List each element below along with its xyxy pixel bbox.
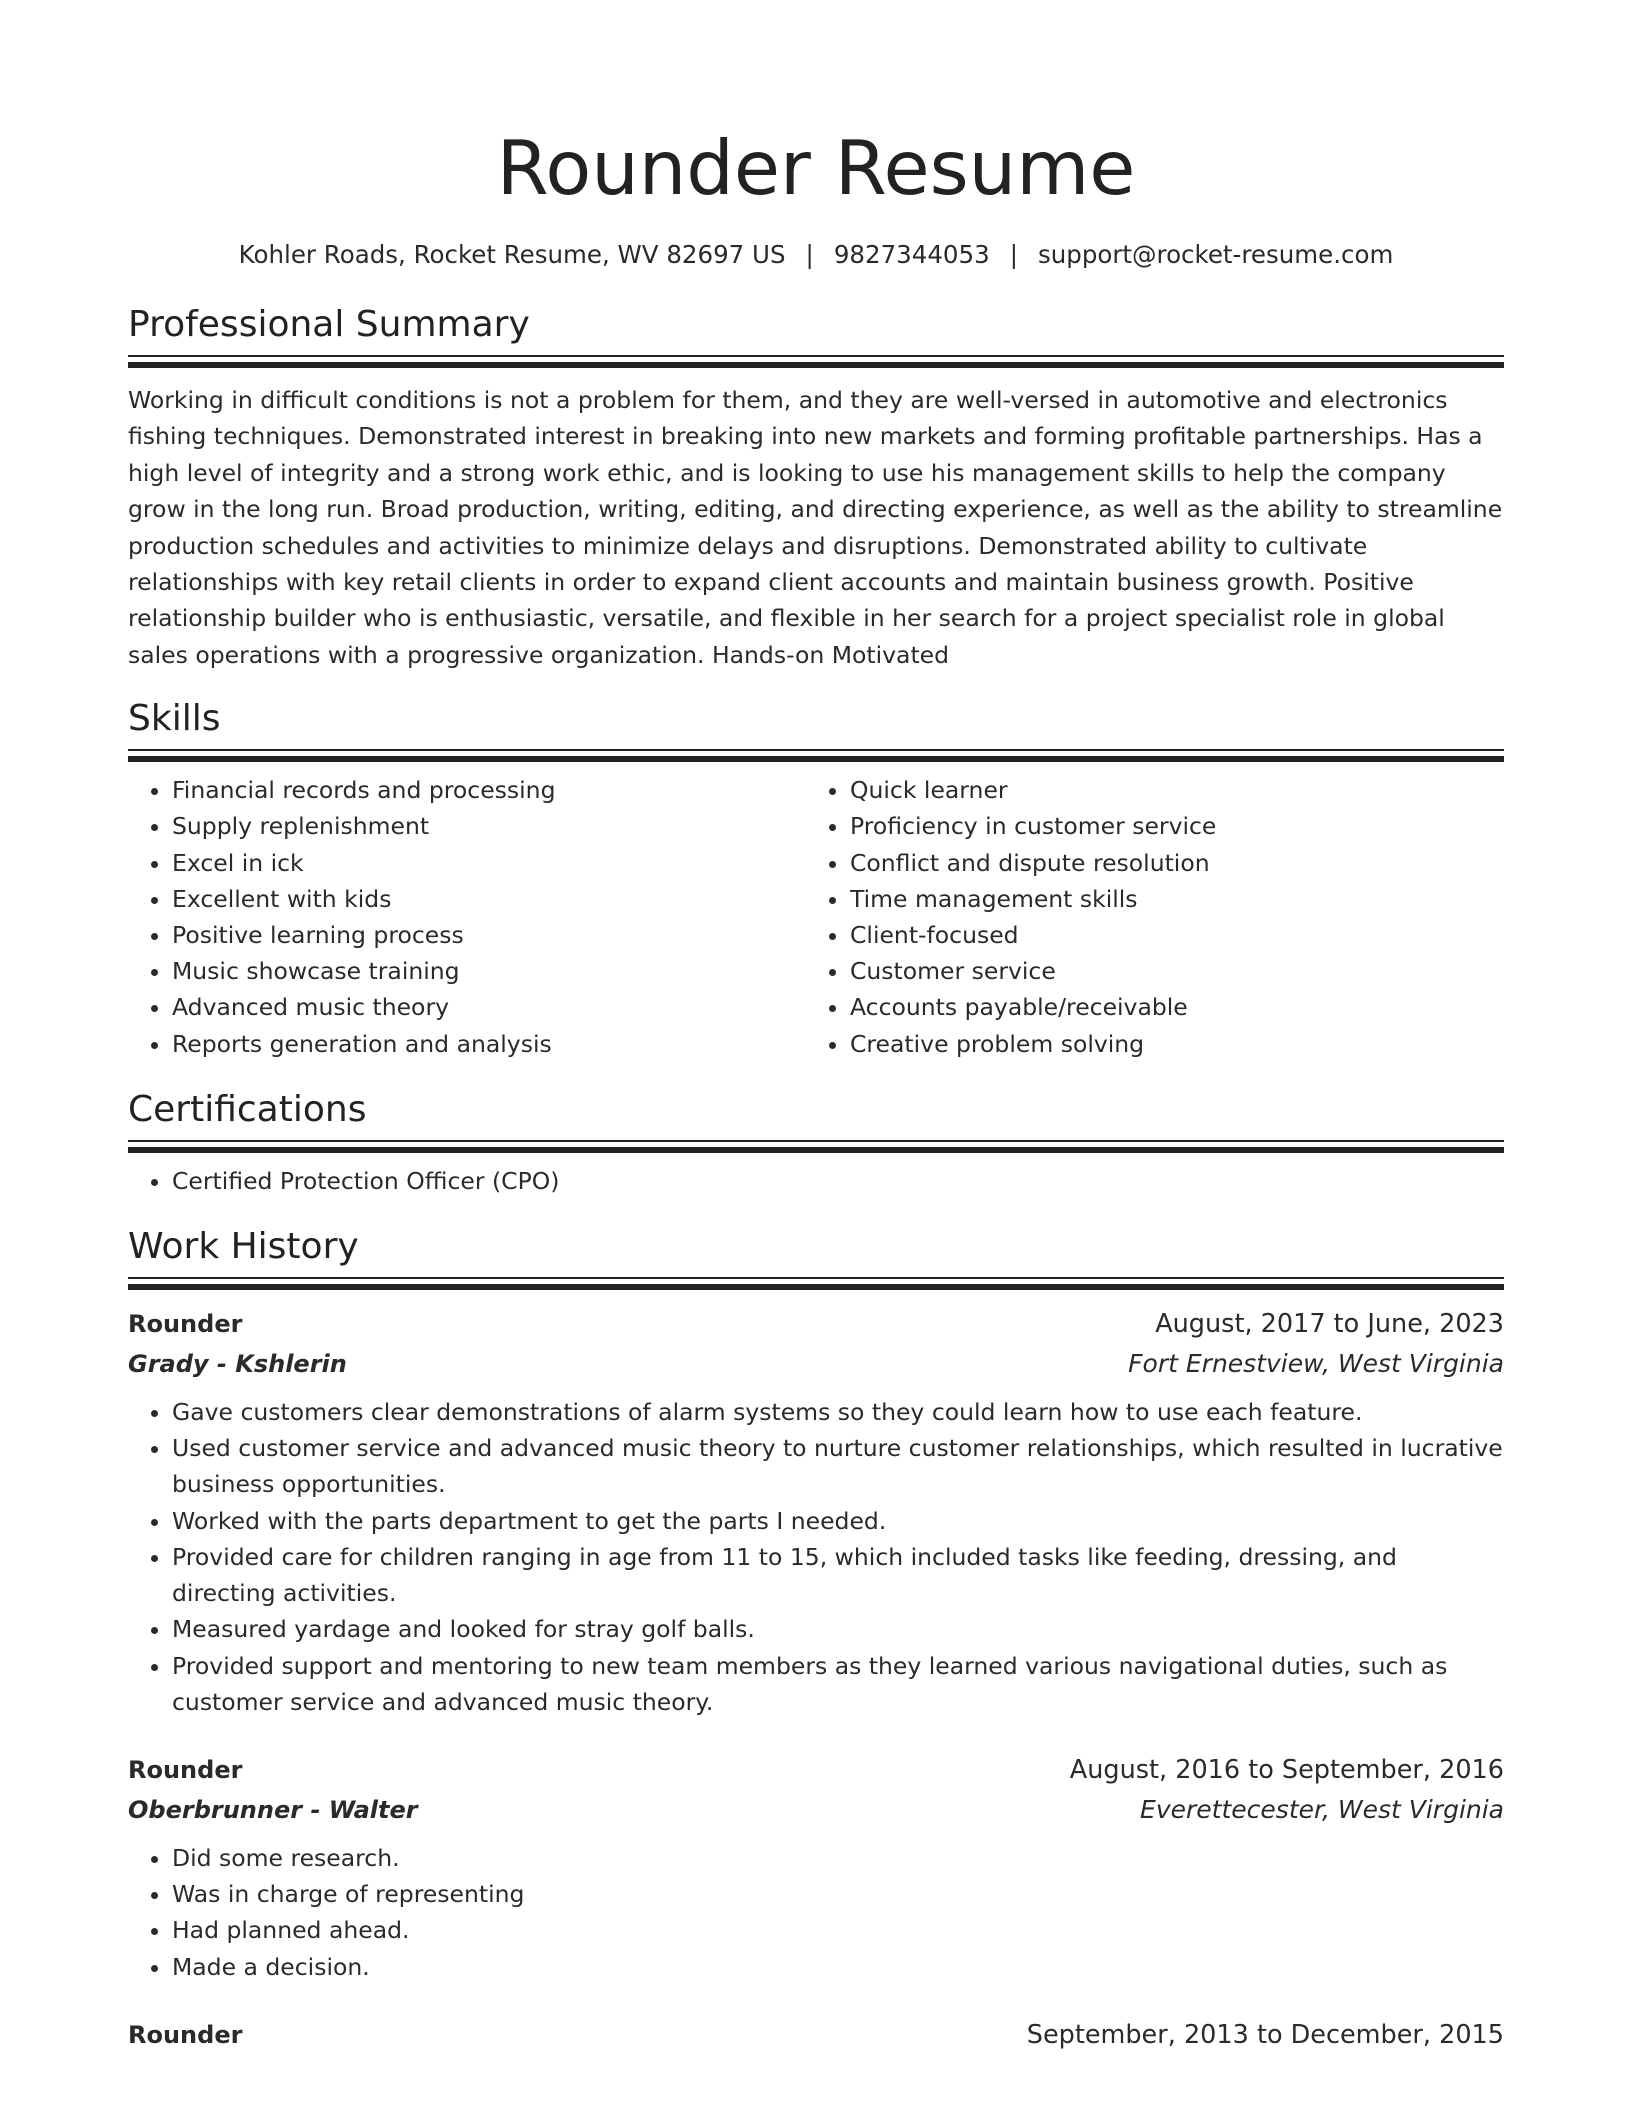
- skill-item: • Time management skills: [850, 881, 1484, 917]
- skill-item: • Positive learning process: [172, 917, 806, 953]
- job-subheader: [128, 1790, 1504, 1830]
- contact-separator: |: [1009, 240, 1018, 269]
- job-bullet-list: [128, 1394, 1504, 1720]
- skills-columns: [128, 772, 1504, 1062]
- contact-address: Kohler Roads, Rocket Resume, WV 82697 US: [238, 240, 786, 269]
- job-entry: [128, 1304, 1504, 1720]
- section-title-work-history: Work History: [128, 1226, 359, 1268]
- job-company: Oberbrunner - Walter: [128, 1795, 418, 1824]
- skill-item: • Creative problem solving: [850, 1026, 1484, 1062]
- job-title: Rounder: [128, 2020, 243, 2049]
- contact-line: [128, 238, 1504, 272]
- job-bullet: • Had planned ahead.: [172, 1912, 1504, 1948]
- job-header: [128, 2015, 1504, 2055]
- job-location: Fort Ernestview, West Virginia: [1128, 1349, 1504, 1379]
- job-title: Rounder: [128, 1755, 243, 1784]
- job-header: [128, 1304, 1504, 1344]
- job-bullet: • Used customer service and advanced music theory to nurture customer relationships, which resulted in lucrative business opportunities.: [172, 1430, 1504, 1502]
- skill-item: • Music showcase training: [172, 953, 806, 989]
- job-dates: September, 2013 to December, 2015: [1026, 2019, 1504, 2050]
- section-title-certifications: Certifications: [128, 1088, 367, 1130]
- certifications-section: [128, 1088, 1504, 1199]
- job-title: Rounder: [128, 1310, 243, 1339]
- job-subheader: [128, 1344, 1504, 1384]
- job-bullet: • Was in charge of representing: [172, 1876, 1504, 1912]
- skill-item: • Accounts payable/receivable: [850, 989, 1484, 1025]
- section-title-summary: Professional Summary: [128, 304, 530, 345]
- skill-item: • Customer service: [850, 953, 1484, 989]
- skill-item: • Reports generation and analysis: [172, 1026, 806, 1062]
- job-bullet: • Did some research.: [172, 1840, 1504, 1876]
- work-section: [128, 1225, 1504, 2055]
- section-divider: [128, 749, 1504, 762]
- job-bullet: • Provided support and mentoring to new team members as they learned various navigational duties, such as customer service and advanced music theory.: [172, 1648, 1504, 1720]
- skills-column-left: [128, 772, 806, 1062]
- skill-item: • Supply replenishment: [172, 808, 806, 844]
- section-divider: [128, 355, 1504, 368]
- job-dates: August, 2016 to September, 2016: [1069, 1754, 1504, 1785]
- job-dates: August, 2017 to June, 2023: [1155, 1309, 1504, 1340]
- skills-column-right: [806, 772, 1484, 1062]
- job-bullet: • Provided care for children ranging in age from 11 to 15, which included tasks like feeding, dressing, and directing activities.: [172, 1539, 1504, 1611]
- contact-email: support@rocket-resume.com: [1037, 240, 1394, 269]
- section-divider: [128, 1140, 1504, 1153]
- job-company: Grady - Kshlerin: [128, 1350, 347, 1379]
- summary-text: Working in difficult conditions is not a problem for them, and they are well-versed in automotive and electronics fishing techniques. Demonstrated interest in breaking into new markets and forming profitable partnerships. Has a high level of integrity and a strong work ethic, and is looking to use his management skills to help the company grow in the long run. Broad production, writing, editing, and directing experience, as well as the ability to streamline production schedules and activities to minimize delays and disruptions. Demonstrated ability to cultivate relationships with key retail clients in order to expand client accounts and maintain business growth. Positive relationship builder who is enthusiastic, versatile, and flexible in her search for a project specialist role in global sales operations with a progressive organization. Hands-on Motivated: [128, 386, 1503, 669]
- job-entry: [128, 2015, 1504, 2055]
- skill-item: • Conflict and dispute resolution: [850, 845, 1484, 881]
- skill-item: • Excel in ick: [172, 845, 806, 881]
- skill-item: • Financial records and processing: [172, 772, 806, 808]
- skills-section: [128, 697, 1504, 1062]
- certification-item: • Certified Protection Officer (CPO): [172, 1163, 1504, 1199]
- section-divider: [128, 1277, 1504, 1290]
- skill-item: • Proficiency in customer service: [850, 808, 1484, 844]
- skill-item: • Quick learner: [850, 772, 1484, 808]
- job-bullet: • Made a decision.: [172, 1949, 1504, 1985]
- job-bullet: • Worked with the parts department to get the parts I needed.: [172, 1503, 1504, 1539]
- contact-phone: 9827344053: [833, 240, 990, 269]
- job-bullet-list: [128, 1840, 1504, 1985]
- skill-item: • Advanced music theory: [172, 989, 806, 1025]
- job-bullet: • Measured yardage and looked for stray golf balls.: [172, 1611, 1504, 1647]
- job-bullet: • Gave customers clear demonstrations of alarm systems so they could learn how to use each feature.: [172, 1394, 1504, 1430]
- resume-name: Rounder Resume: [496, 124, 1136, 212]
- contact-separator: |: [805, 240, 814, 269]
- skill-item: • Excellent with kids: [172, 881, 806, 917]
- skill-item: • Client-focused: [850, 917, 1484, 953]
- job-location: Everettecester, West Virginia: [1140, 1794, 1504, 1824]
- resume-page: [128, 0, 1504, 2055]
- section-title-skills: Skills: [128, 698, 221, 740]
- job-header: [128, 1750, 1504, 1790]
- summary-section: [128, 303, 1504, 673]
- job-entry: [128, 1750, 1504, 1985]
